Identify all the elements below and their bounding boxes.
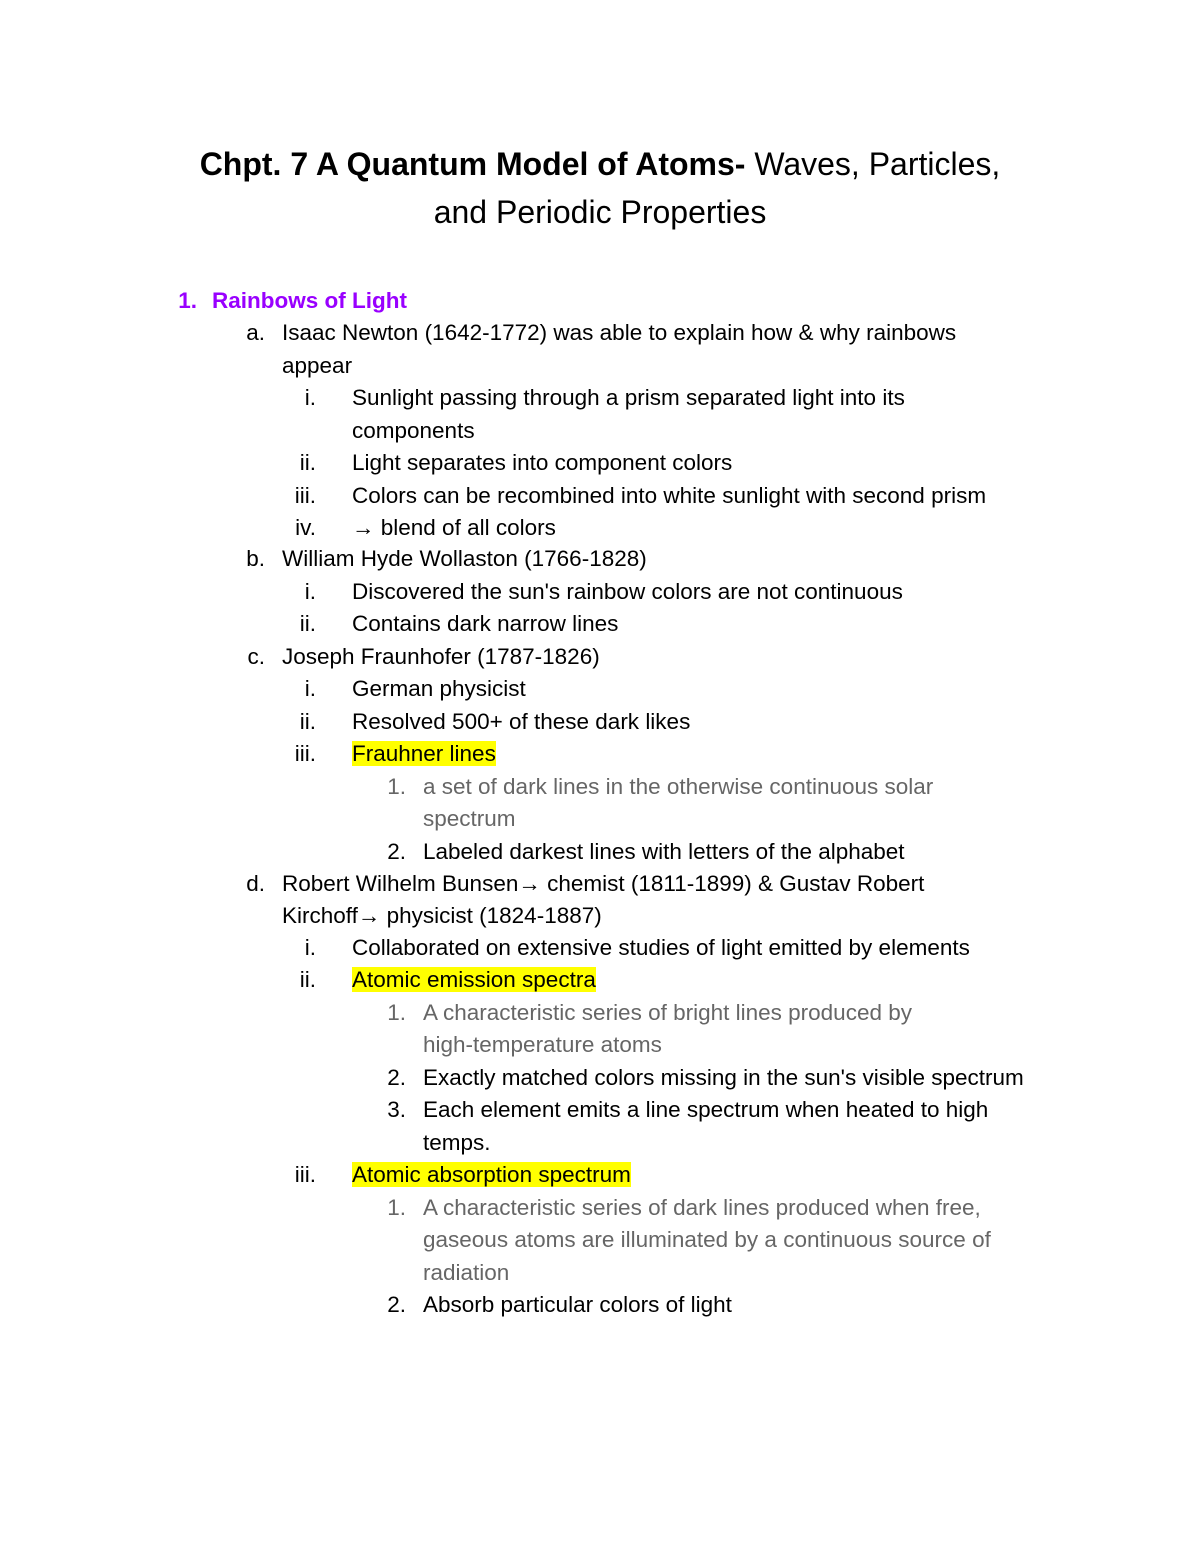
list-item-b-i	[304, 576, 903, 609]
section-title: Rainbows of Light	[212, 288, 407, 313]
list-item-a-iii	[294, 480, 987, 513]
list-marker: 2.	[387, 1065, 406, 1090]
list-item-text: Light separates into component colors	[352, 450, 733, 475]
list-item-d-iii	[294, 1159, 631, 1192]
list-marker: ii.	[299, 709, 316, 734]
list-marker: i.	[304, 935, 316, 960]
list-item-text: Resolved 500+ of these dark likes	[352, 709, 691, 734]
list-point-text: Exactly matched colors missing in the sun's visible spectrum	[423, 1065, 1024, 1090]
list-marker: 1.	[387, 1000, 406, 1025]
definition-text-continued: high-temperature atoms	[423, 1032, 662, 1057]
list-marker: a.	[246, 320, 265, 345]
list-item-a	[246, 317, 957, 350]
document-title	[0, 140, 1200, 188]
list-item-text: Robert Wilhelm Bunsen→ chemist (1811-1899) & Gustav Robert	[282, 871, 925, 896]
definition-text-continued: spectrum	[423, 806, 516, 831]
list-item-d	[246, 868, 925, 901]
list-marker: iii.	[294, 1162, 316, 1187]
list-item-b-ii	[299, 608, 619, 641]
list-point	[387, 1062, 1024, 1095]
list-item-text: Isaac Newton (1642-1772) was able to explain how & why rainbows	[282, 320, 957, 345]
list-point	[387, 1192, 981, 1225]
title-rest: Waves, Particles,	[745, 146, 1001, 182]
list-point-text: Labeled darkest lines with letters of the alphabet	[423, 839, 905, 864]
list-item-a-i-continued: components	[352, 418, 475, 443]
list-marker: 2.	[387, 839, 406, 864]
list-item-b	[246, 543, 647, 576]
list-marker: c.	[247, 644, 265, 669]
list-item-d-i	[304, 932, 970, 965]
highlighted-term: Atomic emission spectra	[352, 967, 596, 992]
highlighted-term: Atomic absorption spectrum	[352, 1162, 631, 1187]
definition-text-continued: gaseous atoms are illuminated by a continuous source of	[423, 1227, 991, 1252]
list-marker: 3.	[387, 1097, 406, 1122]
list-item-a-ii	[299, 447, 733, 480]
list-point	[387, 997, 912, 1030]
list-marker: i.	[304, 676, 316, 701]
list-item-text: Sunlight passing through a prism separated light into its	[352, 385, 905, 410]
list-marker: ii.	[299, 450, 316, 475]
list-marker: 1.	[387, 774, 406, 799]
list-item-text: → blend of all colors	[352, 515, 556, 540]
list-item-c-iii	[294, 738, 496, 771]
list-item-d-ii	[299, 964, 596, 997]
list-item-text: Discovered the sun's rainbow colors are not continuous	[352, 579, 903, 604]
highlighted-term: Frauhner lines	[352, 741, 496, 766]
definition-text: A characteristic series of dark lines produced when free,	[423, 1195, 981, 1220]
list-marker: ii.	[299, 967, 316, 992]
list-item-a-iv	[295, 512, 556, 545]
list-marker: iii.	[294, 483, 316, 508]
list-point	[387, 771, 934, 804]
list-point-text: Absorb particular colors of light	[423, 1292, 732, 1317]
list-item-c-i	[304, 673, 526, 706]
list-item-text: Collaborated on extensive studies of light emitted by elements	[352, 935, 970, 960]
list-item-a-i	[304, 382, 905, 415]
definition-text: A characteristic series of bright lines produced by	[423, 1000, 912, 1025]
definition-text-continued: radiation	[423, 1260, 510, 1285]
list-item-text: German physicist	[352, 676, 526, 701]
list-point-text-continued: temps.	[423, 1130, 491, 1155]
list-marker: ii.	[299, 611, 316, 636]
list-marker: d.	[246, 871, 265, 896]
document-title-line2: and Periodic Properties	[433, 194, 767, 230]
list-marker: 2.	[387, 1292, 406, 1317]
list-marker: i.	[304, 385, 316, 410]
list-point-text: Each element emits a line spectrum when heated to high	[423, 1097, 989, 1122]
list-item-text: William Hyde Wollaston (1766-1828)	[282, 546, 647, 571]
list-item-d-continued: Kirchoff→ physicist (1824-1887)	[282, 903, 602, 928]
list-item-text: Contains dark narrow lines	[352, 611, 619, 636]
list-point	[387, 836, 905, 869]
list-point	[387, 1289, 732, 1322]
list-item-a-continued: appear	[282, 353, 353, 378]
list-item-text: Colors can be recombined into white sunlight with second prism	[352, 483, 987, 508]
list-marker: 1.	[387, 1195, 406, 1220]
list-marker: iii.	[294, 741, 316, 766]
section-number: 1.	[178, 288, 197, 313]
list-item-text: Joseph Fraunhofer (1787-1826)	[282, 644, 600, 669]
list-marker: b.	[246, 546, 265, 571]
definition-text: a set of dark lines in the otherwise continuous solar	[423, 774, 934, 799]
title-bold: Chpt. 7 A Quantum Model of Atoms-	[199, 146, 746, 182]
list-marker: iv.	[295, 515, 316, 540]
list-marker: i.	[304, 579, 316, 604]
list-item-c	[247, 641, 600, 674]
list-point	[387, 1094, 989, 1127]
list-item-c-ii	[299, 706, 691, 739]
section-heading	[178, 285, 407, 318]
